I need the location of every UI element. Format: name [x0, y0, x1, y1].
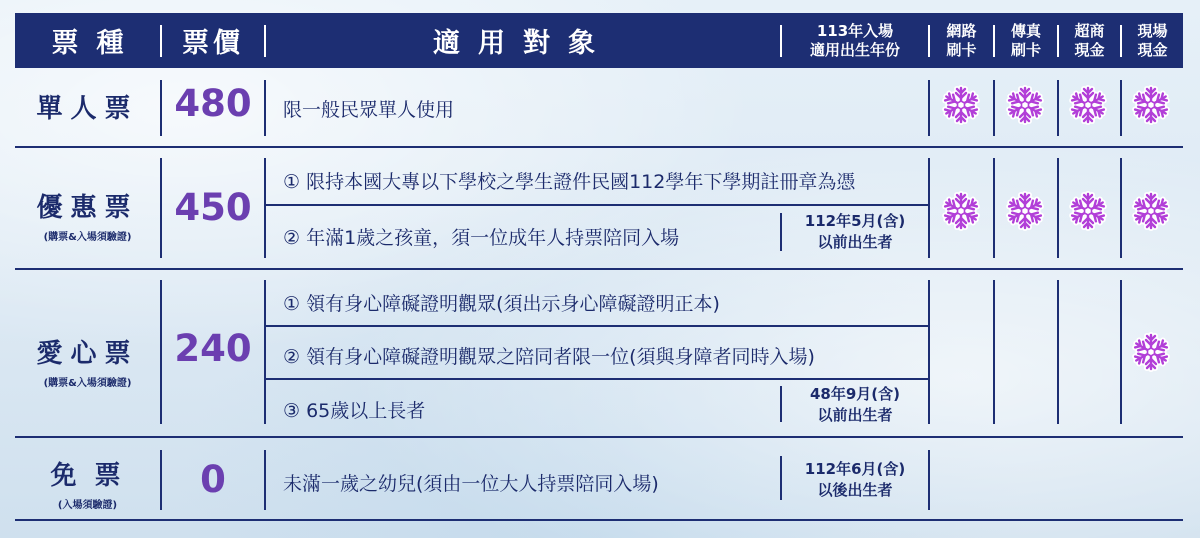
ticket-name-charity [15, 333, 160, 389]
row-divider [15, 146, 1183, 148]
sub-row-divider [265, 325, 928, 327]
col-divider [1120, 158, 1122, 258]
ticket-name-discount [15, 187, 160, 243]
eligibility-single: 限一般民眾單人使用 [283, 99, 455, 121]
ticket-note: (購票&入場須驗證) [43, 232, 132, 243]
ticket-name-free [15, 455, 160, 511]
col-divider [928, 80, 930, 136]
eligibility-charity-1: ① 領有身心障礙證明觀眾(須出示身心障礙證明正本) [283, 293, 720, 315]
eligibility-charity-2: ② 領有身心障礙證明觀眾之陪同者限一位(須與身障者同時入場) [283, 346, 815, 368]
col-divider [993, 280, 995, 424]
col-divider [928, 158, 930, 258]
col-divider [1120, 80, 1122, 136]
ticket-price-free: 0 [200, 458, 226, 501]
eligibility-charity-3: ③ 65歲以上長者 [283, 400, 426, 422]
snowflake-icon [1131, 85, 1171, 125]
header-online-line2: 刷卡 [946, 40, 977, 59]
header-fax-line1: 傳真 [1010, 21, 1041, 40]
eligibility-discount-1: ① 限持本國大專以下學校之學生證件民國112學年下學期註冊章為憑 [283, 171, 856, 193]
col-divider [928, 450, 930, 510]
header-online-line1: 網路 [946, 21, 977, 40]
header-fax-line2: 刷卡 [1010, 40, 1041, 59]
birth-year-line1: 112年5月(含) [804, 212, 906, 230]
birth-year-line2: 以前出生者 [817, 233, 893, 251]
header-birth-year [782, 13, 928, 68]
ticket-price-charity: 240 [174, 327, 252, 370]
col-divider [1057, 280, 1059, 424]
birth-year-line1: 112年6月(含) [804, 460, 906, 478]
ticket-note: (入場須驗證) [57, 500, 118, 511]
header-price: 票價 [182, 28, 244, 59]
col-divider [1120, 280, 1122, 424]
header-ticket-type: 票種 [51, 28, 142, 59]
snowflake-icon [1131, 332, 1171, 372]
col-divider [1057, 80, 1059, 136]
ticket-note: (購票&入場須驗證) [43, 378, 132, 389]
col-divider [928, 280, 930, 424]
row-divider [15, 268, 1183, 270]
header-fax-card [995, 13, 1057, 68]
eligibility-discount-2: ② 年滿1歲之孩童，須一位成年人持票陪同入場 [283, 227, 680, 249]
snowflake-icon [1005, 85, 1045, 125]
table-header [15, 13, 1183, 68]
snowflake-icon [1005, 191, 1045, 231]
header-eligibility: 適用對象 [433, 28, 613, 59]
col-divider [993, 158, 995, 258]
birth-year-line2: 以後出生者 [817, 481, 893, 499]
col-divider [264, 280, 266, 424]
birth-year-line2: 以前出生者 [817, 406, 893, 424]
header-online-card [930, 13, 993, 68]
row-divider [15, 436, 1183, 438]
header-onsite-cash [1122, 13, 1183, 68]
col-divider [993, 80, 995, 136]
birth-year-discount [782, 211, 928, 253]
birth-year-charity [782, 384, 928, 426]
birth-year-line1: 48年9月(含) [809, 385, 901, 403]
header-onsite-line2: 現金 [1137, 40, 1168, 59]
row-divider [15, 519, 1183, 521]
ticket-name-label: 單人票 [36, 94, 139, 124]
sub-row-divider [265, 204, 928, 206]
snowflake-icon [941, 191, 981, 231]
header-store-cash [1059, 13, 1120, 68]
header-birth-year-line1: 113年入場 [816, 21, 894, 40]
eligibility-free: 未滿一歲之幼兒(須由一位大人持票陪同入場) [283, 473, 659, 495]
birth-year-free [782, 459, 928, 501]
col-divider [264, 158, 266, 258]
snowflake-icon [941, 85, 981, 125]
header-store-line2: 現金 [1074, 40, 1105, 59]
ticket-price-discount: 450 [174, 186, 252, 229]
col-divider [1057, 158, 1059, 258]
ticket-name-single [15, 88, 160, 125]
ticket-name-label: 愛心票 [36, 339, 139, 369]
ticket-name-label: 免票 [50, 461, 139, 491]
header-store-line1: 超商 [1074, 21, 1105, 40]
ticket-price-single: 480 [174, 82, 252, 125]
col-divider [264, 450, 266, 510]
snowflake-icon [1068, 85, 1108, 125]
col-divider [264, 80, 266, 136]
header-birth-year-line2: 適用出生年份 [809, 40, 900, 59]
snowflake-icon [1068, 191, 1108, 231]
ticket-name-label: 優惠票 [36, 193, 139, 223]
snowflake-icon [1131, 191, 1171, 231]
sub-row-divider [265, 378, 928, 380]
header-onsite-line1: 現場 [1137, 21, 1168, 40]
